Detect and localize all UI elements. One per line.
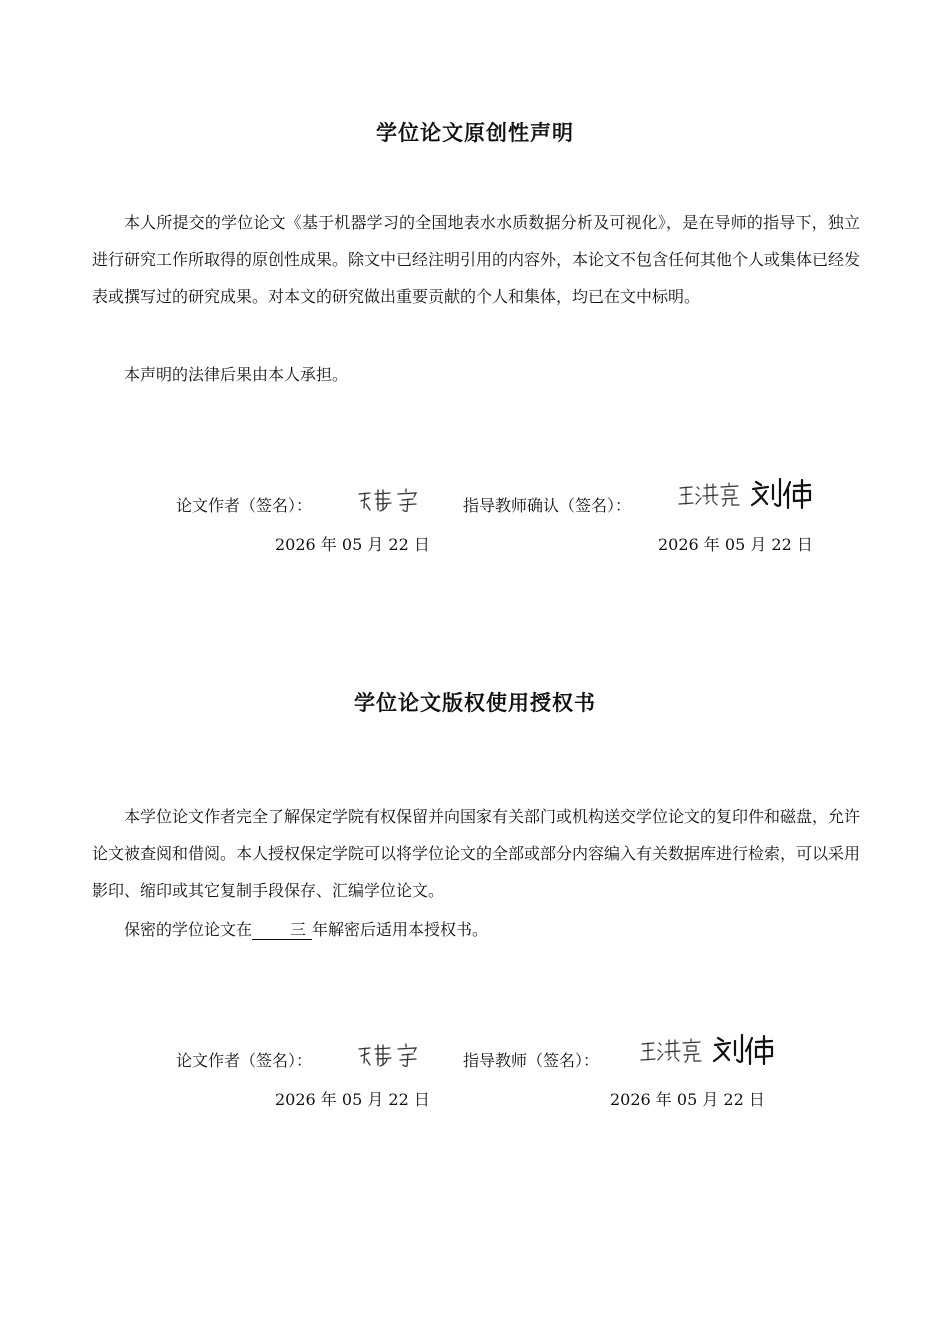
copyright-title: 学位论文版权使用授权书 xyxy=(354,691,596,715)
copyright-paragraph: 本学位论文作者完全了解保定学院有权保留并向国家有关部门或机构送交学位论文的复印件和磁盘，允许论文被查阅和借阅。本人授权保定学院可以将学位论文的全部或部分内容编入有关数据库进行检索，可以采用影印、缩印或其它复制手段保存、汇编学位论文。 xyxy=(92,807,861,900)
confidential-years-blank: 三 xyxy=(252,921,312,940)
supervisor-sign-date: 2026 年 05 月 22 日 xyxy=(658,535,813,554)
supervisor-signature-label-2: 指导教师（签名）： xyxy=(463,1051,600,1070)
supervisor-handwritten-signature-2 xyxy=(638,1030,778,1070)
author-handwritten-signature-2 xyxy=(356,1039,428,1071)
confidential-paragraph xyxy=(92,911,860,948)
supervisor-handwritten-signature xyxy=(676,474,816,514)
author-handwritten-signature xyxy=(356,484,428,516)
originality-title: 学位论文原创性声明 xyxy=(376,121,574,145)
originality-legal-paragraph: 本声明的法律后果由本人承担。 xyxy=(124,365,349,384)
originality-paragraph: 本人所提交的学位论文《基于机器学习的全国地表水水质数据分析及可视化》，是在导师的指导下，独立进行研究工作所取得的原创性成果。除文中已经注明引用的内容外，本论文不包含任何其他个人或集体已经发表或撰写过的研究成果。对本文的研究做出重要贡献的个人和集体，均已在文中标明。 xyxy=(92,213,861,306)
supervisor-sign-date-2: 2026 年 05 月 22 日 xyxy=(610,1090,765,1109)
confidential-text-after: 年解密后适用本授权书。 xyxy=(312,920,489,939)
author-sign-date-2: 2026 年 05 月 22 日 xyxy=(275,1090,430,1109)
author-signature-label: 论文作者（签名）： xyxy=(176,496,313,515)
confidential-text-before: 保密的学位论文在 xyxy=(124,920,253,939)
supervisor-confirm-label: 指导教师确认（签名）： xyxy=(463,496,632,515)
author-sign-date: 2026 年 05 月 22 日 xyxy=(275,535,430,554)
author-signature-label-2: 论文作者（签名）： xyxy=(176,1051,313,1070)
